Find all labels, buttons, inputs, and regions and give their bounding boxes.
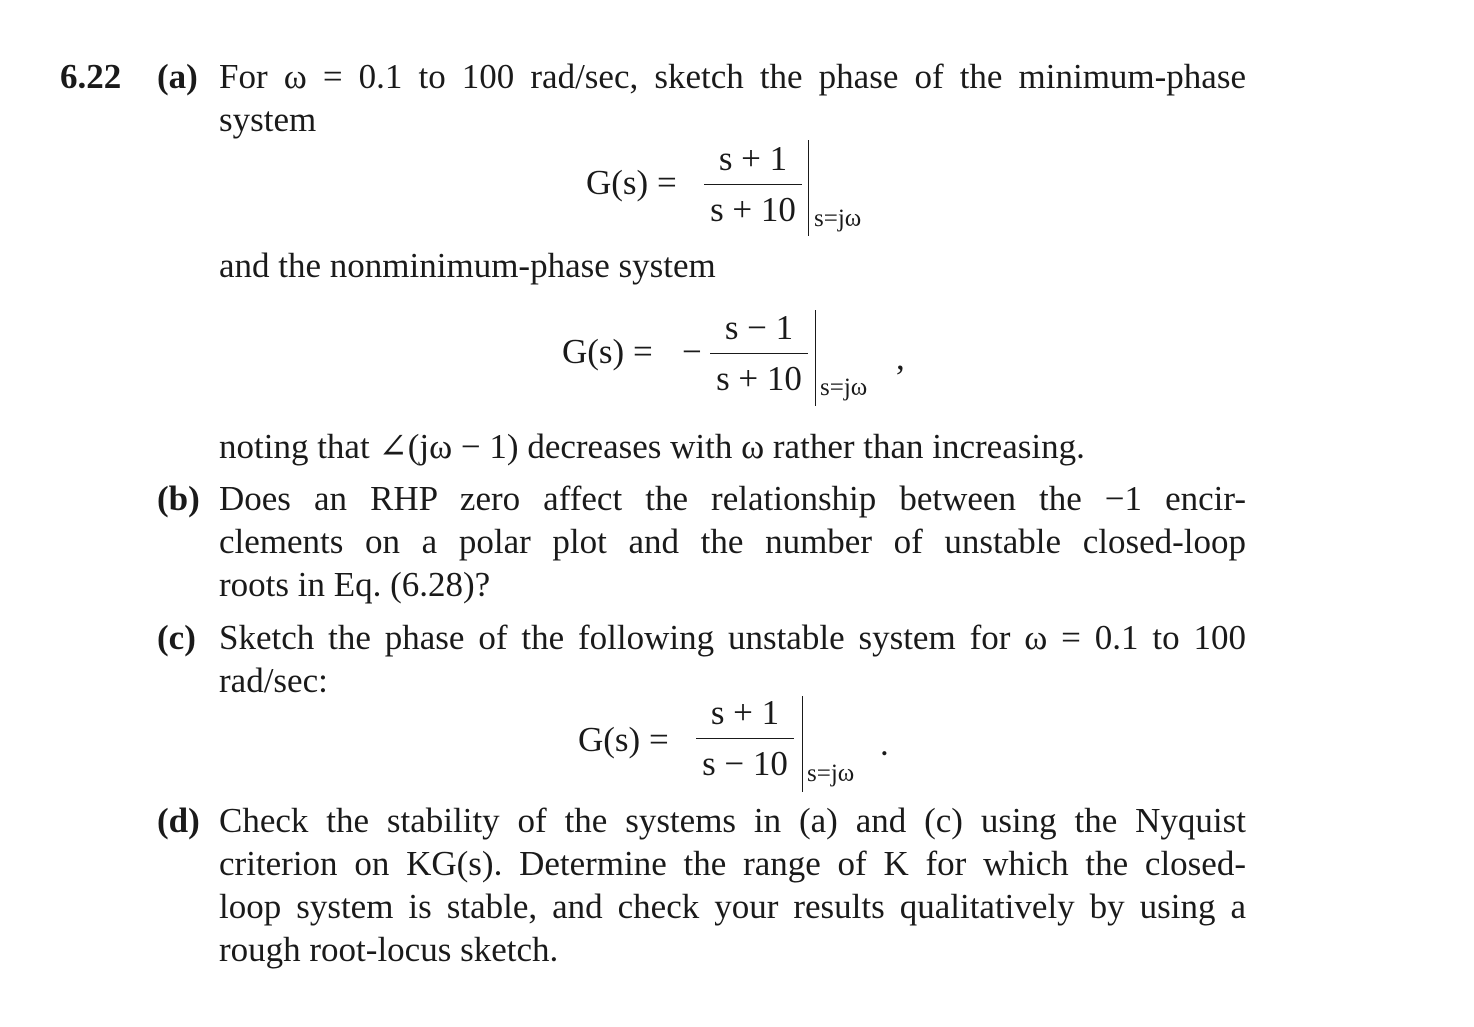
part-c-label: (c)	[157, 618, 196, 657]
part-d-line-4: rough root-locus sketch.	[219, 930, 559, 969]
equation-2-numerator: s − 1	[724, 308, 794, 347]
equation-1-numerator: s + 1	[718, 139, 788, 178]
part-c-line-2: rad/sec:	[219, 661, 328, 700]
part-d-line-2: criterion on KG(s). Determine the range of K for which the closed-	[219, 844, 1246, 883]
part-d-line-3: loop system is stable, and check your results qualitatively by using a	[219, 887, 1246, 926]
equation-2-punctuation: ,	[896, 338, 905, 377]
equation-2-lhs: G(s) =	[562, 332, 653, 371]
fraction-bar	[704, 184, 802, 185]
part-a-label: (a)	[157, 57, 198, 96]
equation-3-subscript: s=jω	[807, 760, 855, 787]
part-a-note: noting that ∠(jω − 1) decreases with ω rather than increasing.	[219, 427, 1085, 466]
part-b-line-3: roots in Eq. (6.28)?	[219, 565, 491, 604]
evaluation-bar	[802, 696, 803, 792]
equation-1-fraction	[704, 137, 802, 232]
equation-3-denominator: s − 10	[702, 744, 788, 783]
equation-3-lhs: G(s) =	[578, 720, 669, 759]
equation-1-subscript: s=jω	[814, 205, 862, 232]
fraction-bar	[710, 353, 808, 354]
part-a-line-2: system	[219, 100, 317, 139]
equation-1-lhs: G(s) =	[586, 163, 677, 202]
evaluation-bar	[808, 140, 809, 236]
equation-2-sign: −	[682, 332, 702, 371]
fraction-bar	[696, 738, 794, 739]
part-b-line-2: clements on a polar plot and the number of unstable closed-loop	[219, 522, 1246, 561]
equation-3-fraction	[696, 691, 794, 786]
part-d-line-1: Check the stability of the systems in (a) and (c) using the Nyquist	[219, 801, 1246, 840]
equation-3-punctuation: .	[880, 724, 889, 763]
problem-number: 6.22	[60, 57, 122, 96]
equation-2-fraction	[710, 306, 808, 401]
part-a-line-1: For ω = 0.1 to 100 rad/sec, sketch the phase of the minimum-phase	[219, 57, 1246, 96]
part-c-line-1: Sketch the phase of the following unstable system for ω = 0.1 to 100	[219, 618, 1246, 657]
part-d-label: (d)	[157, 801, 200, 840]
part-a-mid-text: and the nonminimum-phase system	[219, 246, 716, 285]
equation-1-denominator: s + 10	[710, 190, 796, 229]
part-b-label: (b)	[157, 479, 200, 518]
evaluation-bar	[815, 310, 816, 406]
equation-2-denominator: s + 10	[716, 359, 802, 398]
equation-2-subscript: s=jω	[820, 374, 868, 401]
part-b-line-1: Does an RHP zero affect the relationship between the −1 encir-	[219, 479, 1246, 518]
equation-3-numerator: s + 1	[710, 693, 780, 732]
